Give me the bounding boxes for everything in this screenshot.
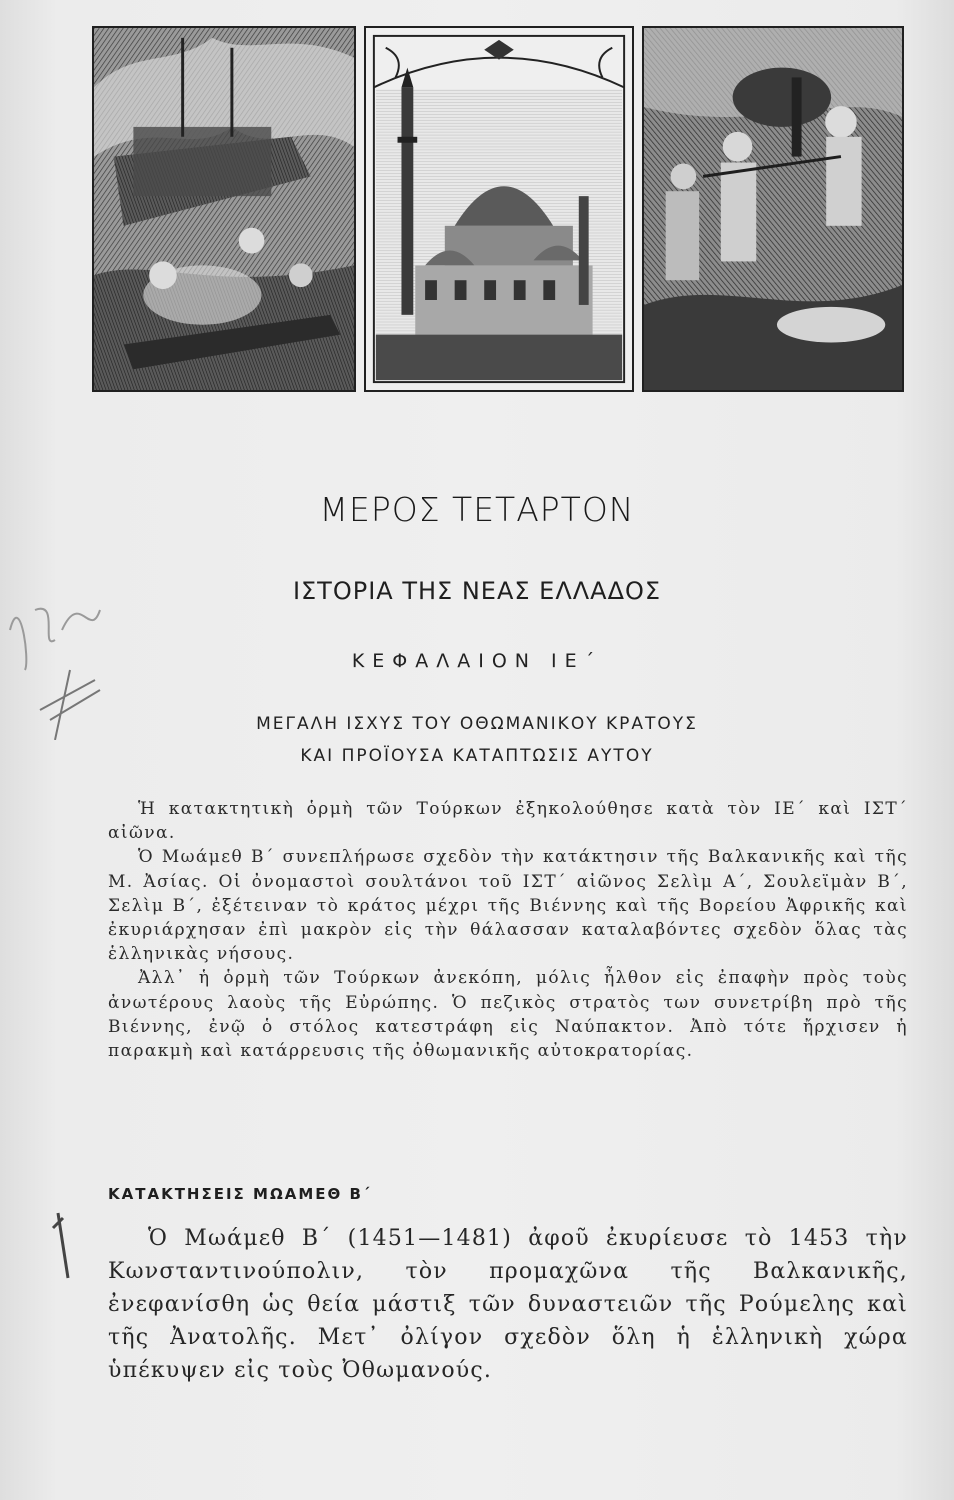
handwritten-margin-mark xyxy=(38,1208,88,1288)
paragraph: Ἀλλ᾽ ἡ ὁρμὴ τῶν Τούρκων ἀνεκόπη, μόλις ἦλθον εἰς ἐπαφὴν πρὸς τοὺς ἀνωτέρους λαοὺς τῆς Εὐρώπης. Ὁ πεζικὸς στρατὸς των συνετρίβη πρὸ τῆς Βιέννης, ἐνῷ ὁ στόλος κατεστράφη εἰς Ναύπακτον. Ἀπὸ τότε ἤρχισεν ἡ παρακμὴ καὶ κατάρρευσις τῆς ὀθωμανικῆς αὐτοκρατορίας. xyxy=(108,968,908,1062)
paragraph: Ὁ Μωάμεθ Β΄ συνεπλήρωσε σχεδὸν τὴν κατάκτησιν τῆς Βαλκανικῆς καὶ τῆς Μ. Ἀσίας. Οἱ ὀνομαστοὶ σουλτάνοι τοῦ ΙΣΤ΄ αἰῶνος Σελὶμ Α΄, Σουλεϊμὰν Β΄, Σελὶμ Β΄, ἐξέτειναν τὸ κράτος μέχρι τῆς Βιέννης καὶ τῆς Βορείου Ἀφρικῆς καὶ ἐκυριάρχησαν ἐπὶ μακρὸν εἰς τὴν θάλασσαν καταλαβόντες σχεδὸν ὅλας τὰς ἑλληνικὰς νήσους. xyxy=(108,847,908,965)
header-illustration xyxy=(92,26,904,392)
cavalry-battle-engraving xyxy=(642,26,904,392)
naval-battle-engraving xyxy=(92,26,356,392)
section-text xyxy=(108,1222,908,1387)
paragraph: Ἡ κατακτητικὴ ὁρμὴ τῶν Τούρκων ἐξηκολούθησε κατὰ τὸν ΙΕ΄ καὶ ΙΣΤ΄ αἰῶνα. xyxy=(108,799,908,844)
history-title: ΙΣΤΟΡΙΑ ΤΗΣ ΝΕΑΣ ΕΛΛΑΔΟΣ xyxy=(292,577,662,605)
mosque-engraving xyxy=(364,26,634,392)
section-paragraph: Ὁ Μωάμεθ Β΄ (1451—1481) ἀφοῦ ἐκυρίευσε τὸ 1453 τὴν Κωνσταντινούπολιν, τὸν προμαχῶνα τῆς Βαλκανικῆς, ἐνεφανίσθη ὡς θεία μάστιξ τῶν δυναστειῶν τῆς Ρούμελης καὶ τῆς Ἀνατολῆς. Μετ᾽ ὀλίγον σχεδὸν ὅλη ἡ ἑλληνικὴ χώρα ὑπέκυψεν εἰς τοὺς Ὀθωμανούς. xyxy=(108,1226,908,1383)
chapter-intro-text xyxy=(108,797,908,1063)
handwritten-margin-note xyxy=(0,570,110,740)
section-heading: ΚΑΤΑΚΤΗΣΕΙΣ ΜΩΑΜΕΘ Β΄ xyxy=(108,1185,372,1203)
chapter-subtitle-line2: ΚΑΙ ΠΡΟΪΟΥΣΑ ΚΑΤΑΠΤΩΣΙΣ ΑΥΤΟΥ xyxy=(300,746,654,766)
part-title: ΜΕΡΟΣ ΤΕΤΑΡΤΟΝ xyxy=(319,490,635,529)
chapter-subtitle-line1: ΜΕΓΑΛΗ ΙΣΧΥΣ ΤΟΥ ΟΘΩΜΑΝΙΚΟΥ ΚΡΑΤΟΥΣ xyxy=(256,714,698,734)
chapter-title: ΚΕΦΑΛΑΙΟΝ ΙΕ΄ xyxy=(351,650,603,672)
